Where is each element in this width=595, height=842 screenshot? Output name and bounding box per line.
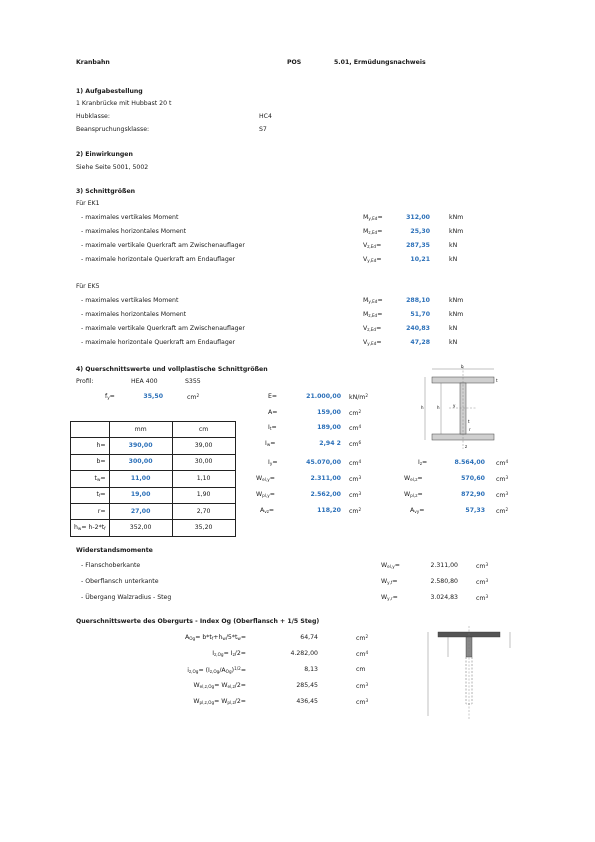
wid-row-unit: $cm^3$: [476, 562, 489, 570]
ek5-row-desc: - maximale vertikale Querkraft am Zwischenauflager: [81, 325, 245, 332]
Wply-symbol: $W_{pl,y}=$: [256, 491, 275, 498]
Iw-symbol: $I_w=$: [265, 440, 276, 447]
fig-label-b: b: [461, 364, 464, 369]
og-row-unit: $cm^4$: [356, 650, 369, 658]
s1-title: 1) Aufgabestellung: [76, 88, 143, 95]
hubklasse-value: HC4: [259, 113, 272, 120]
og-row-expression: $A_{Og}= b*t_f+h_w/5*t_w=$: [184, 634, 246, 641]
table-row: [71, 503, 236, 519]
table-cell-cm: 1,90: [172, 487, 235, 503]
Avy-unit: $cm^2$: [496, 507, 509, 515]
table-cell-mm: 352,00: [109, 520, 172, 536]
og-row-unit: $cm^3$: [356, 682, 369, 690]
ek1-row-desc: - maximales horizontales Moment: [81, 228, 187, 235]
ek1-row-value: 312,00: [406, 214, 430, 221]
fy-symbol: $f_y=$: [105, 393, 115, 400]
i-section-figure: [405, 363, 505, 453]
It-value: 189,00: [317, 424, 341, 431]
A-unit: $cm^2$: [349, 409, 362, 417]
fig-label-r: r: [469, 427, 471, 432]
Wply-unit: $cm^3$: [349, 491, 362, 499]
profil-label: Profil:: [76, 378, 94, 385]
table-head-mm: mm: [109, 422, 172, 438]
Iy-symbol: $I_y=$: [268, 459, 278, 466]
Iy-value: 45.070,00: [306, 459, 341, 466]
ek1-row-symbol: $M_{y,Ed}=$: [363, 214, 383, 221]
wid-row-symbol: $W_{el,y}=$: [381, 562, 400, 569]
og-row-value: 4.282,00: [290, 650, 318, 657]
beans-label: Beanspruchungsklasse:: [76, 126, 150, 133]
ek1-row-value: 287,35: [406, 242, 430, 249]
table-cell-mm: 19,00: [109, 487, 172, 503]
wid-row-value: 2.580,80: [430, 578, 458, 585]
ek1-row-symbol: $M_{z,Ed}=$: [363, 228, 383, 235]
It-unit: $cm^4$: [349, 424, 362, 432]
table-row-label: r=: [71, 503, 110, 519]
og-row-value: 64,74: [300, 634, 318, 641]
og-row-expression: $W_{pl,z,Og}= W_{pl,z}/2=$: [193, 698, 246, 705]
table-cell-mm: 11,00: [109, 471, 172, 487]
og-section-figure: [418, 624, 518, 724]
table-cell-cm: 30,00: [172, 454, 235, 470]
A-symbol: A=: [268, 409, 278, 416]
ek5-row-desc: - maximales horizontales Moment: [81, 311, 187, 318]
table-row-label: b=: [71, 454, 110, 470]
og-row-value: 285,45: [296, 682, 318, 689]
ek5-row-unit: kN: [449, 339, 458, 346]
wid-row-desc: - Flanschoberkante: [81, 562, 141, 569]
ek5-row-value: 47,28: [410, 339, 430, 346]
Iy-unit: $cm^4$: [349, 459, 362, 467]
table-row: [71, 438, 236, 454]
Iw-unit: $cm^6$: [349, 440, 362, 448]
og-title: Querschnittswerte des Obergurts - Index Og (Oberflansch + 1/5 Steg): [76, 618, 320, 625]
wid-row-unit: $cm^3$: [476, 594, 489, 602]
table-cell-mm: 27,00: [109, 503, 172, 519]
ek5-row-symbol: $V_{y,Ed}=$: [363, 339, 382, 346]
beans-value: S7: [259, 126, 267, 133]
ek1-row-value: 25,30: [410, 228, 430, 235]
wid-row-value: 3.024,83: [430, 594, 458, 601]
ek1-row-unit: kN: [449, 242, 458, 249]
E-unit: $kN/m^2$: [349, 393, 368, 401]
ek1-row-unit: kNm: [449, 214, 464, 221]
table-head-empty: [71, 422, 110, 438]
Wplz-symbol: $W_{pl,z}=$: [404, 491, 423, 498]
steel-grade: S355: [185, 378, 201, 385]
ek1-label: Für EK1: [76, 200, 100, 207]
wid-title: Widerstandsmomente: [76, 547, 153, 554]
og-row-expression: $i_{z,Og}= (I_{z,Og}/A_{Og})^{1/2}=$: [187, 666, 246, 674]
Welz-symbol: $W_{el,z}=$: [404, 475, 423, 482]
ek5-row-unit: kN: [449, 325, 458, 332]
table-cell-cm: 1,10: [172, 471, 235, 487]
ek5-row-value: 288,10: [406, 297, 430, 304]
header-pos-label: POS: [287, 59, 302, 66]
s3-title: 3) Schnittgrößen: [76, 188, 136, 195]
table-row: [71, 454, 236, 470]
header-pos-value: 5.01, Ermüdungsnachweis: [334, 59, 426, 66]
ek1-row-value: 10,21: [410, 256, 430, 263]
A-value: 159,00: [317, 409, 341, 416]
table-cell-mm: 390,00: [109, 438, 172, 454]
Iw-value: 2,94 2: [319, 440, 341, 447]
ek1-row-desc: - maximale vertikale Querkraft am Zwischenauflager: [81, 242, 245, 249]
Iz-value: 8.564,00: [454, 459, 485, 466]
Wplz-value: 872,90: [461, 491, 485, 498]
Iz-symbol: $I_z=$: [418, 459, 428, 466]
table-row-label: $t_w=$: [71, 471, 110, 487]
ek1-row-unit: kN: [449, 256, 458, 263]
Avz-symbol: $A_{vz}=$: [260, 507, 275, 514]
table-row: [71, 520, 236, 536]
header-title: Kranbahn: [76, 59, 110, 66]
ek5-row-desc: - maximale horizontale Querkraft am Endauflager: [81, 339, 236, 346]
og-row-value: 8,13: [304, 666, 318, 673]
Avz-value: 118,20: [317, 507, 341, 514]
table-row-label: $t_f=$: [71, 487, 110, 503]
ek5-row-unit: kNm: [449, 297, 464, 304]
og-row-expression: $I_{z,Og}= I_z/2=$: [212, 650, 246, 657]
wid-row-symbol: $W_{y,f}=$: [381, 578, 398, 585]
fig-label-hw: h: [437, 405, 440, 410]
og-row-unit: cm: [356, 666, 366, 673]
fig-label-y: y: [453, 403, 456, 408]
ek1-row-symbol: $V_{z,Ed}=$: [363, 242, 382, 249]
og-row-expression: $W_{el,z,Og}= W_{el,z}/2=$: [193, 682, 246, 689]
ek1-row-desc: - maximales vertikales Moment: [81, 214, 179, 221]
fig-label-tw: t: [468, 419, 470, 424]
table-cell-mm: 300,00: [109, 454, 172, 470]
s1-line1: 1 Kranbrücke mit Hubbast 20 t: [76, 100, 172, 107]
fy-unit: $cm^2$: [187, 393, 200, 401]
ek5-row-symbol: $M_{z,Ed}=$: [363, 311, 383, 318]
fig-label-tf: t: [496, 378, 498, 383]
ek5-row-symbol: $M_{y,Ed}=$: [363, 297, 383, 304]
Wely-symbol: $W_{el,y}=$: [256, 475, 275, 482]
Wplz-unit: $cm^3$: [496, 491, 509, 499]
ek1-row-desc: - maximale horizontale Querkraft am Endauflager: [81, 256, 236, 263]
table-head-row: [71, 422, 236, 438]
dimensions-table: [70, 421, 236, 537]
wid-row-unit: $cm^3$: [476, 578, 489, 586]
ek5-row-unit: kNm: [449, 311, 464, 318]
ek5-row-value: 240,83: [406, 325, 430, 332]
wid-row-value: 2.311,00: [430, 562, 458, 569]
profil-value: HEA 400: [131, 378, 158, 385]
table-cell-cm: 2,70: [172, 503, 235, 519]
s2-line1: Siehe Seite 5001, 5002: [76, 164, 149, 171]
og-row-value: 436,45: [296, 698, 318, 705]
table-head-cm: cm: [172, 422, 235, 438]
table-row-label: $h_w= h-2*t_f$: [71, 520, 110, 536]
table-row: [71, 487, 236, 503]
Welz-unit: $cm^3$: [496, 475, 509, 483]
wid-row-desc: - Übergang Walzradius - Steg: [81, 594, 172, 601]
table-row: [71, 471, 236, 487]
og-row-unit: $cm^3$: [356, 698, 369, 706]
Avz-unit: $cm^2$: [349, 507, 362, 515]
ek1-row-unit: kNm: [449, 228, 464, 235]
table-cell-cm: 39,00: [172, 438, 235, 454]
fig-label-z: z: [465, 444, 468, 449]
hubklasse-label: Hubklasse:: [76, 113, 110, 120]
E-symbol: E=: [268, 393, 278, 400]
og-row-unit: $cm^2$: [356, 634, 369, 642]
Wely-unit: $cm^3$: [349, 475, 362, 483]
Iz-unit: $cm^4$: [496, 459, 509, 467]
ek5-row-desc: - maximales vertikales Moment: [81, 297, 179, 304]
Avy-symbol: $A_{vy}=$: [410, 507, 425, 514]
fy-value: 35,50: [143, 393, 163, 400]
ek5-row-symbol: $V_{z,Ed}=$: [363, 325, 382, 332]
Wely-value: 2.311,00: [310, 475, 341, 482]
Welz-value: 570,60: [461, 475, 485, 482]
Wply-value: 2.562,00: [310, 491, 341, 498]
ek1-row-symbol: $V_{y,Ed}=$: [363, 256, 382, 263]
ek5-label: Für EK5: [76, 283, 100, 290]
table-cell-cm: 35,20: [172, 520, 235, 536]
s4-title: 4) Querschnittswerte und vollplastische Schnittgrößen: [76, 366, 268, 373]
fig-label-h: h: [421, 405, 424, 410]
wid-row-symbol: $W_{y,r}=$: [381, 594, 398, 601]
wid-row-desc: - Oberflansch unterkante: [81, 578, 159, 585]
s2-title: 2) Einwirkungen: [76, 151, 133, 158]
ek5-row-value: 51,70: [410, 311, 430, 318]
table-row-label: h=: [71, 438, 110, 454]
Avy-value: 57,33: [465, 507, 485, 514]
E-value: 21.000,00: [306, 393, 341, 400]
It-symbol: $I_t=$: [268, 424, 277, 431]
